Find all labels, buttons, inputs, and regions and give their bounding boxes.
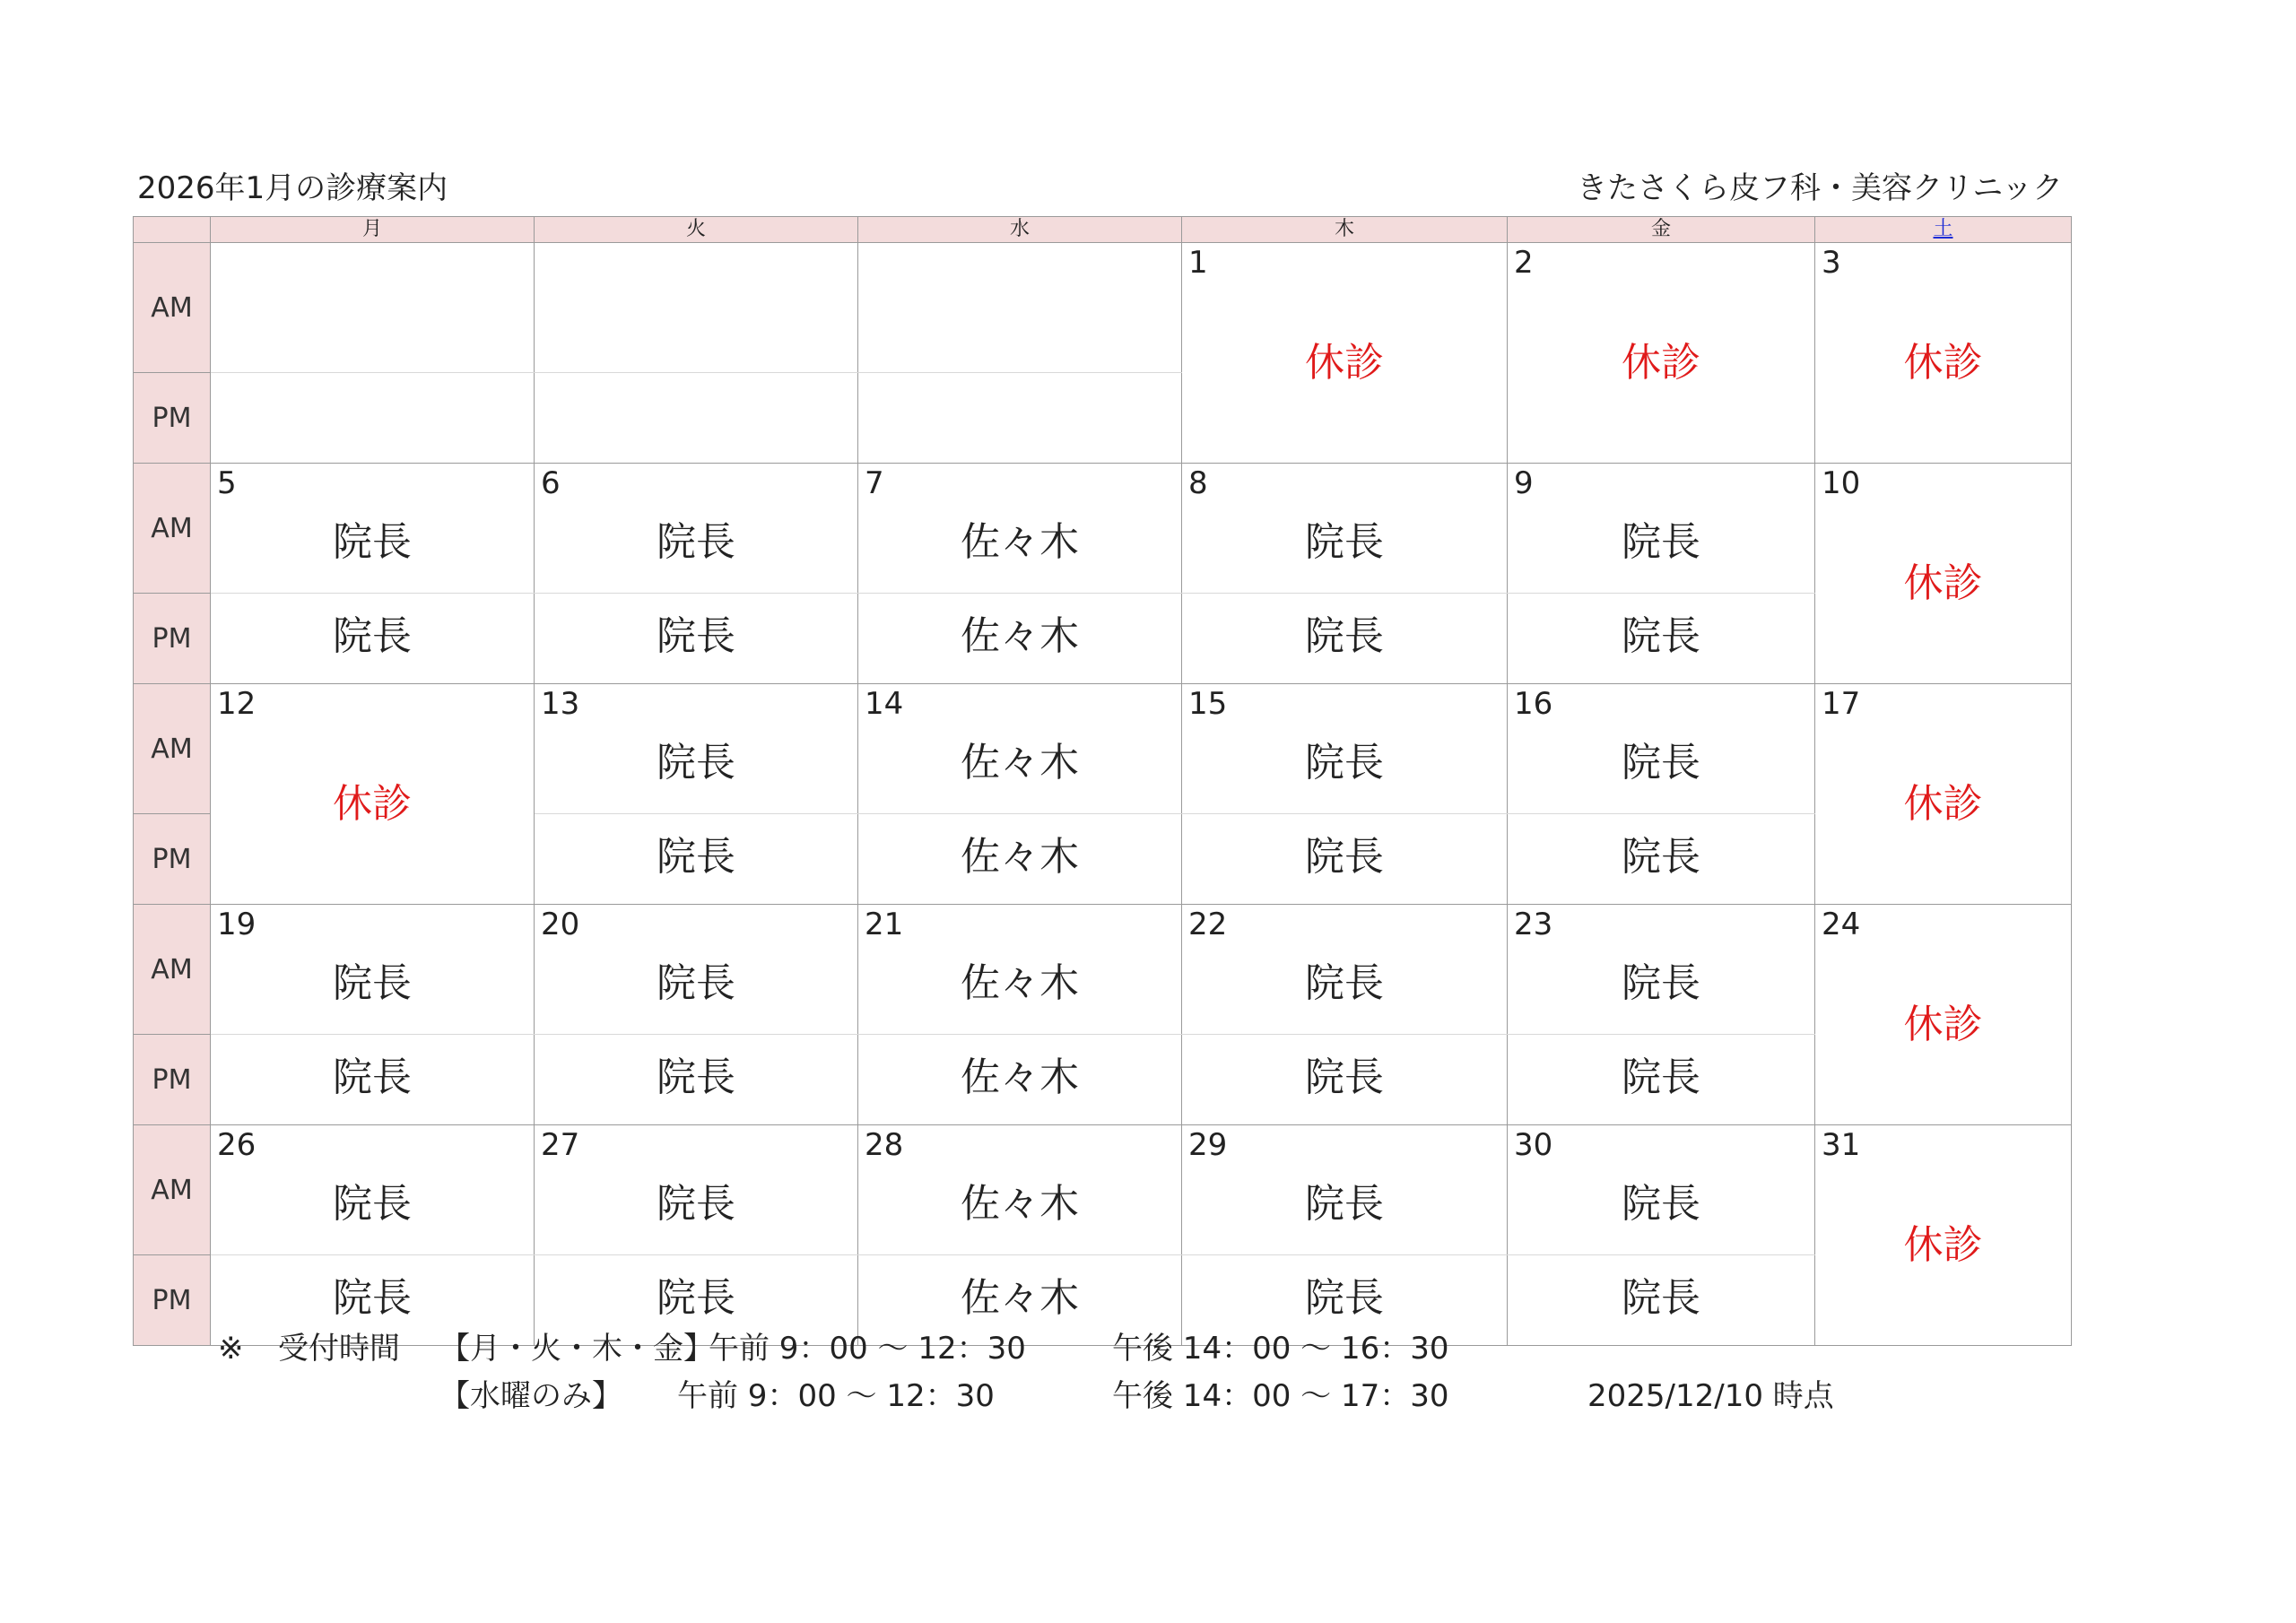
day-number: 15	[1188, 686, 1228, 722]
calendar-day-am-cell	[1182, 905, 1508, 1035]
am-doctor: 院長	[333, 960, 412, 1006]
pm-doctor: 院長	[657, 1275, 735, 1321]
day-number: 3	[1822, 245, 1841, 281]
day-number: 14	[865, 686, 904, 722]
calendar-day-am-cell	[1508, 684, 1815, 814]
am-doctor: 院長	[657, 960, 735, 1006]
calendar-day-am-cell	[1182, 684, 1508, 814]
calendar-day-pm-cell	[858, 594, 1182, 684]
week-row-am	[134, 905, 2072, 1035]
week-row-pm	[134, 1035, 2072, 1125]
am-doctor: 院長	[1305, 1181, 1384, 1227]
pm-doctor: 佐々木	[961, 1275, 1079, 1321]
day-number: 10	[1822, 465, 1861, 501]
hours-group1-pm: 午後 14：00 ～ 16：30	[1112, 1331, 1449, 1367]
day-number: 7	[865, 465, 884, 501]
calendar-body	[134, 243, 2072, 1346]
am-doctor: 佐々木	[961, 1181, 1079, 1227]
hours-group1-label: 【月・火・木・金】	[439, 1331, 714, 1367]
calendar-day-am-cell	[1508, 1125, 1815, 1255]
am-doctor: 佐々木	[961, 960, 1079, 1006]
weekday-header-row	[134, 217, 2072, 243]
calendar-day-cell	[1815, 1125, 2072, 1346]
calendar-day-pm-cell	[858, 1035, 1182, 1125]
day-number: 9	[1514, 465, 1534, 501]
am-doctor: 院長	[1305, 740, 1384, 785]
pm-doctor: 院長	[1305, 1275, 1384, 1321]
day-number: 13	[541, 686, 580, 722]
calendar-day-pm-cell	[535, 1035, 858, 1125]
day-number: 31	[1822, 1127, 1861, 1163]
calendar-day-pm-cell	[1182, 1035, 1508, 1125]
pm-doctor: 院長	[1305, 1055, 1384, 1100]
pm-label: PM	[134, 1035, 211, 1125]
am-doctor: 院長	[657, 519, 735, 565]
am-doctor: 院長	[1305, 960, 1384, 1006]
calendar-day-pm-cell	[1508, 594, 1815, 684]
pm-label: PM	[134, 373, 211, 464]
weekday-sat	[1815, 217, 2072, 243]
hours-group2-label: 【水曜のみ】	[439, 1378, 622, 1414]
closed-label: 休診	[1305, 340, 1384, 386]
calendar-day-am-cell	[535, 684, 858, 814]
am-doctor: 院長	[1622, 519, 1700, 565]
am-doctor: 院長	[333, 519, 412, 565]
calendar-day-pm-cell	[535, 814, 858, 905]
calendar-day-am-cell	[858, 464, 1182, 594]
am-doctor: 院長	[1305, 519, 1384, 565]
calendar-day-pm-cell	[211, 373, 535, 464]
calendar-day-am-cell	[1182, 1125, 1508, 1255]
day-number: 27	[541, 1127, 580, 1163]
calendar-day-am-cell	[211, 243, 535, 373]
calendar-day-pm-cell	[1182, 814, 1508, 905]
pm-doctor: 院長	[657, 613, 735, 659]
weekday-mon: 月	[211, 217, 535, 243]
calendar-day-cell	[1508, 243, 1815, 464]
am-doctor: 院長	[1622, 1181, 1700, 1227]
pm-doctor: 院長	[1305, 834, 1384, 880]
pm-label: PM	[134, 814, 211, 905]
closed-label: 休診	[333, 781, 412, 827]
calendar-day-am-cell	[858, 684, 1182, 814]
am-doctor: 院長	[1622, 740, 1700, 785]
am-doctor: 佐々木	[961, 740, 1079, 785]
weekday-tue: 火	[535, 217, 858, 243]
calendar-day-cell	[1815, 684, 2072, 905]
week-row-am	[134, 684, 2072, 814]
closed-label: 休診	[1903, 781, 1983, 827]
calendar-day-am-cell	[535, 905, 858, 1035]
weekday-thu: 木	[1182, 217, 1508, 243]
am-label: AM	[134, 684, 211, 814]
week-row-am	[134, 243, 2072, 373]
closed-label: 休診	[1903, 340, 1983, 386]
pm-doctor: 院長	[333, 1275, 412, 1321]
week-row-am	[134, 1125, 2072, 1255]
calendar-day-cell	[1815, 905, 2072, 1125]
calendar-day-cell	[1815, 464, 2072, 684]
am-label: AM	[134, 905, 211, 1035]
calendar-day-am-cell	[1508, 464, 1815, 594]
corner-cell	[134, 217, 211, 243]
am-doctor: 院長	[1622, 960, 1700, 1006]
calendar-day-pm-cell	[211, 594, 535, 684]
hours-group2-pm: 午後 14：00 ～ 17：30	[1112, 1378, 1449, 1414]
day-number: 2	[1514, 245, 1534, 281]
week-row-pm	[134, 1255, 2072, 1346]
clinic-name: きたさくら皮フ科・美容クリニック	[1577, 170, 2063, 206]
calendar-day-pm-cell	[858, 373, 1182, 464]
week-row-am	[134, 464, 2072, 594]
pm-doctor: 院長	[1622, 1275, 1700, 1321]
calendar-day-cell	[211, 684, 535, 905]
am-label: AM	[134, 464, 211, 594]
day-number: 5	[217, 465, 237, 501]
calendar-day-cell	[1182, 243, 1508, 464]
day-number: 20	[541, 907, 580, 942]
closed-label: 休診	[1903, 1222, 1983, 1268]
pm-doctor: 院長	[333, 1055, 412, 1100]
calendar-day-am-cell	[535, 243, 858, 373]
day-number: 8	[1188, 465, 1208, 501]
weekday-wed: 水	[858, 217, 1182, 243]
am-label: AM	[134, 243, 211, 373]
calendar-day-pm-cell	[1508, 814, 1815, 905]
calendar-day-am-cell	[858, 243, 1182, 373]
calendar-day-am-cell	[211, 905, 535, 1035]
calendar-day-am-cell	[1182, 464, 1508, 594]
pm-doctor: 院長	[657, 834, 735, 880]
day-number: 21	[865, 907, 904, 942]
schedule-calendar	[133, 216, 2072, 1346]
pm-doctor: 院長	[1622, 1055, 1700, 1100]
am-doctor: 院長	[657, 1181, 735, 1227]
pm-doctor: 院長	[333, 613, 412, 659]
day-number: 28	[865, 1127, 904, 1163]
day-number: 26	[217, 1127, 257, 1163]
calendar-day-pm-cell	[1508, 1255, 1815, 1346]
week-row-pm	[134, 594, 2072, 684]
pm-doctor: 佐々木	[961, 613, 1079, 659]
day-number: 23	[1514, 907, 1553, 942]
pm-label: PM	[134, 1255, 211, 1346]
calendar-day-am-cell	[211, 464, 535, 594]
calendar-day-cell	[1815, 243, 2072, 464]
pm-doctor: 院長	[657, 1055, 735, 1100]
closed-label: 休診	[1622, 340, 1700, 386]
calendar-day-pm-cell	[211, 1035, 535, 1125]
calendar-day-pm-cell	[535, 373, 858, 464]
hours-group2-am: 午前 9：00 ～ 12：30	[677, 1378, 995, 1414]
reception-label: 受付時間	[278, 1331, 400, 1367]
closed-label: 休診	[1903, 560, 1983, 606]
calendar-day-am-cell	[535, 464, 858, 594]
pm-label: PM	[134, 594, 211, 684]
weekday-fri: 金	[1508, 217, 1815, 243]
day-number: 29	[1188, 1127, 1228, 1163]
hours-group1-am: 午前 9：00 ～ 12：30	[709, 1331, 1026, 1367]
day-number: 19	[217, 907, 257, 942]
note-mark: ※	[218, 1331, 244, 1367]
day-number: 30	[1514, 1127, 1553, 1163]
day-number: 22	[1188, 907, 1228, 942]
day-number: 16	[1514, 686, 1553, 722]
pm-doctor: 院長	[1622, 834, 1700, 880]
calendar-day-pm-cell	[1508, 1035, 1815, 1125]
am-doctor: 院長	[657, 740, 735, 785]
calendar-day-pm-cell	[535, 594, 858, 684]
as-of-date: 2025/12/10 時点	[1587, 1378, 1834, 1414]
day-number: 6	[541, 465, 561, 501]
calendar-day-pm-cell	[1182, 594, 1508, 684]
day-number: 17	[1822, 686, 1861, 722]
closed-label: 休診	[1903, 1002, 1983, 1047]
day-number: 12	[217, 686, 257, 722]
calendar-day-pm-cell	[858, 814, 1182, 905]
calendar-day-am-cell	[1508, 905, 1815, 1035]
pm-doctor: 院長	[1622, 613, 1700, 659]
page-title: 2026年1月の診療案内	[137, 170, 448, 206]
weekday-sat-label: 土	[1933, 218, 1953, 240]
calendar-day-am-cell	[858, 905, 1182, 1035]
pm-doctor: 佐々木	[961, 834, 1079, 880]
calendar-day-am-cell	[535, 1125, 858, 1255]
calendar-day-am-cell	[211, 1125, 535, 1255]
pm-doctor: 院長	[1305, 613, 1384, 659]
calendar-day-am-cell	[858, 1125, 1182, 1255]
am-doctor: 佐々木	[961, 519, 1079, 565]
pm-doctor: 佐々木	[961, 1055, 1079, 1100]
am-label: AM	[134, 1125, 211, 1255]
day-number: 1	[1188, 245, 1208, 281]
am-doctor: 院長	[333, 1181, 412, 1227]
day-number: 24	[1822, 907, 1861, 942]
